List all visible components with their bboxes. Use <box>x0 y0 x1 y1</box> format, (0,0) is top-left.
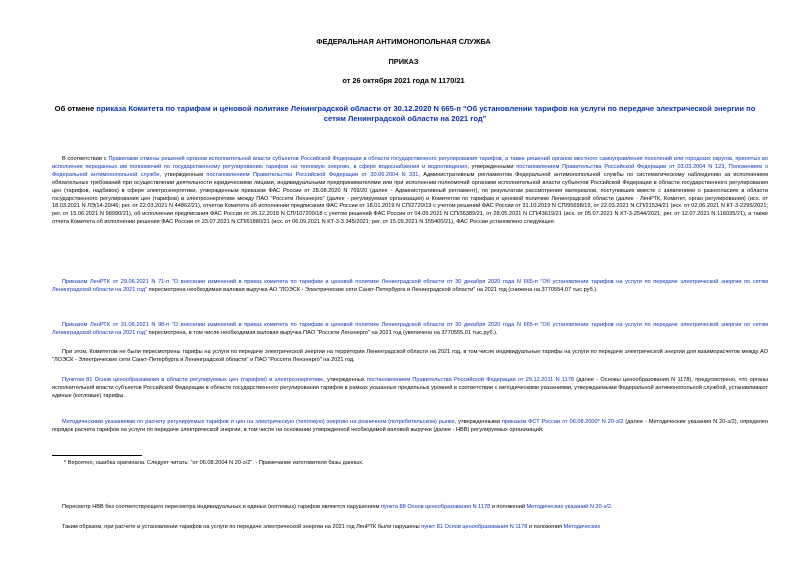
p5-link-clause-81[interactable]: Пунктом 81 Основ ценообразования в области регулируемых цен (тарифов) в электроэнергетике <box>62 377 324 383</box>
agency-heading: ФЕДЕРАЛЬНАЯ АНТИМОНОПОЛЬНАЯ СЛУЖБА <box>316 37 491 46</box>
p1-text-4: , Административным регламентом Федеральной антимонопольной службы по систематическому наблюдению за исполнением обязательных требований при осуществлении деятельности юридическими лицами, индивидуальными предпринимателями или при исполнении полномочий органами исполнительной власти субъектов Российской Федерации в области государственного регулирования цен (тарифов, надбавок) в сфере электроэнергетики, утвержденным приказом ФАС России от 28.08.2020 N 769/20 (далее - Административный регламент), по результатам рассмотрения материалов, поступивших вместе с заявлением о разногласиях в области государственного регулирования цен (тарифов) в электроэнергетике между ПАО "Россети Ленэнерго" (далее - регулируемая организация) и Комитетом по тарифам и ценовой политике Ленинградской области (далее - ЛенРТК, Комитет, орган регулирования) (исх. от 18.03.2021 N ЛЭ/14-20/46; рег. от 22.03.2021 N 44862/21), отчетов Комитета об исполнении предписания ФАС России от 18.01.2019 N СП/2720/19 с учетом решений ФАС России от 31.10.2019 N СП/95698/19, от 22.03.2021 N СП/21534/21 (исх. от 02.06.2021 N КТ-3-2295/2021; рег. от 15.06.2021 N 98990/21), об исполнении предписания ФАС России от 26.12.2018 N СП/107200/18 с учетом решений ФАС России от 04.05.2021 N СП/36389/21, от 28.05.2021 N СП/43619/21 (исх. от 05.07.2021 N КТ-3-2544/2021; рег. от 12.07.2021 N 116035/21), а также отчета Комитета об исполнении решения ФАС России от 23.07.2021 N СП/61880/21 (исх. от 06.09.2021 N КТ-3-3 345/2021; рег. от 15.09.2021 N 155400/21), ФАС России установлено следующее. <box>52 171 768 226</box>
title-link[interactable]: приказа Комитета по тарифам и ценовой политике Ленинградской области от 30.12.2020 N 665-п "Об установлении тарифов на услуги по передаче электрической энергии по сетям Ленинградской области на 2021 год" <box>96 104 756 123</box>
p8-text-1: и положения <box>527 524 564 530</box>
p7-text-0: Пересмотр НВВ без соответствующего пересмотра индивидуальных и единых (котловых) тарифов является нарушением <box>62 504 381 510</box>
date-heading: от 26 октября 2021 года N 1170/21 <box>342 76 465 85</box>
p6-text-1: , утвержденными <box>454 419 502 425</box>
paragraph-7 <box>52 504 768 512</box>
p3-text-1: пересмотрена, в том числе необходимая валовая выручка ПАО "Россети Ленэнерго" на 2021 год (увеличена на 3770555,01 тыс.руб.). <box>147 329 498 336</box>
p5-link-decree-1178[interactable]: постановлением Правительства Российской Федерации от 29.12.2011 N 1178 <box>366 377 574 383</box>
p1-link-decree-123[interactable]: постановлением Правительства Российской Федерации от 03.03.2004 N 123 <box>516 163 725 170</box>
footnote-separator <box>52 455 142 456</box>
p7-text-1: и положений <box>490 504 527 510</box>
p4-text-0: При этом, Комитетом не были пересмотрены тарифы на услуги по передаче электрической энергии на территории Ленинградской области на 2021 год, в том числе индивидуальные тарифы на услуги по передаче электрической энергии для взаиморасчетов между АО "ЛОЭСК - Электрические сети Санкт-Петербурга и Ленинградской области" и ПАО "Россети Ленэнерго" на 2021 год. <box>52 349 768 363</box>
p7-link-clause-88[interactable]: пункта 88 Основ ценообразования N 1178 <box>380 504 491 510</box>
paragraph-6 <box>52 419 768 435</box>
p6-text-2: (далее - Методические указания N 20-э/2), определен порядок расчета тарифов на услуги по передаче электрической энергии, в том числе на основании утвержденной необходимой валовой выручки (далее - НВВ) регулируемых организаций. <box>52 419 768 433</box>
paragraph-3 <box>52 322 768 338</box>
p7-text-2: . <box>611 504 613 510</box>
p6-link-fst-order[interactable]: приказом ФСТ России от 06.08.2000* N 20-э/2 <box>501 419 624 425</box>
p2-link-order-71[interactable]: Приказом ЛенРТК от 29.06.2021 N 71-п "О внесении изменений в приказ комитета по тарифам и ценовой политике Ленинградской области от 30 декабря 2020 года N 665-п "Об установлении тарифов на услуги по передаче электрической энергии по сетям Ленинградской области на 2021 год" <box>52 279 768 293</box>
p8-link-clause-81[interactable]: пункт 81 Основ ценообразования N 1178 <box>421 524 528 530</box>
p1-link-rules[interactable]: Правилами отмены решений органов исполнительной власти субъектов Российской Федерации в области государственного регулирования тарифов, а также решений органов местного самоуправления поселений или городских округов, принятых во исполнение переданных им полномочий по государственному регулированию тарифов на тепловую энергию, в сфере водоснабжения и водоотведения <box>52 156 769 170</box>
p1-link-regulation[interactable]: Положением о Федеральной антимонопольной службе <box>52 163 769 178</box>
p1-text-1: , утвержденными <box>467 163 517 170</box>
paragraph-5 <box>52 377 768 401</box>
doc-type-heading: ПРИКАЗ <box>388 57 419 66</box>
p2-text-1: пересмотрена необходимая валовая выручка АО "ЛОЭСК - Электрические сети Санкт-Петербурга и Ленинградской области" на 2021 год (снижена на 3770554,07 тыс.руб.). <box>147 286 598 293</box>
p1-text-0: В соответствии с <box>62 156 109 162</box>
p3-link-order-98[interactable]: Приказом ЛенРТК от 31.08.2021 N 98-п "О внесении изменений в приказ комитета по тарифам и ценовой политике Ленинградской области от 30 декабря 2020 года N 665-п "Об установлении тарифов на услуги по передаче электрической энергии по сетям Ленинградской области на 2021 год" <box>52 322 768 336</box>
p8-text-0: Таким образом, при расчете и установлении тарифов на услуги по передаче электрической энергии на 2021 год ЛенРТК были нарушены <box>62 524 422 530</box>
paragraph-2 <box>52 279 768 295</box>
p7-link-guidelines[interactable]: Методических указаний N 20-э/2 <box>526 504 612 510</box>
paragraph-1 <box>52 156 768 227</box>
p1-text-2: , <box>724 163 729 170</box>
paragraph-8 <box>52 524 768 532</box>
title-lead: Об отмене <box>54 104 97 113</box>
footnote: * Вероятно, ошибка оригинала. Следует читать: "от 06.08.2004 N 20-э/2". - Примечание изготовителя базы данных. <box>64 460 364 466</box>
p1-link-decree-331[interactable]: постановлением Правительства Российской Федерации от 30.06.2004 N 331 <box>206 171 419 178</box>
p1-text-3: , утвержденным <box>159 171 207 178</box>
p6-link-guidelines[interactable]: Методическими указаниями по расчету регулируемых тарифов и цен на электрическую (тепловую) энергию на розничном (потребительском) рынке <box>62 419 455 425</box>
p8-link-guidelines[interactable]: Методических <box>563 524 601 530</box>
p5-text-2: (далее - Основы ценообразования N 1178), предусмотрено, что органы исполнительной власти субъектов Российской Федерации в области государственного регулирования тарифов в рамках указанных предельных уровней в соответствии с методическими указаниями, утверждаемыми Федеральной антимонопольной службой, устанавливают единые (котловые) тарифы. <box>52 377 768 399</box>
document-title <box>50 104 760 124</box>
p5-text-1: , утвержденных <box>323 377 367 383</box>
paragraph-4 <box>52 349 768 365</box>
